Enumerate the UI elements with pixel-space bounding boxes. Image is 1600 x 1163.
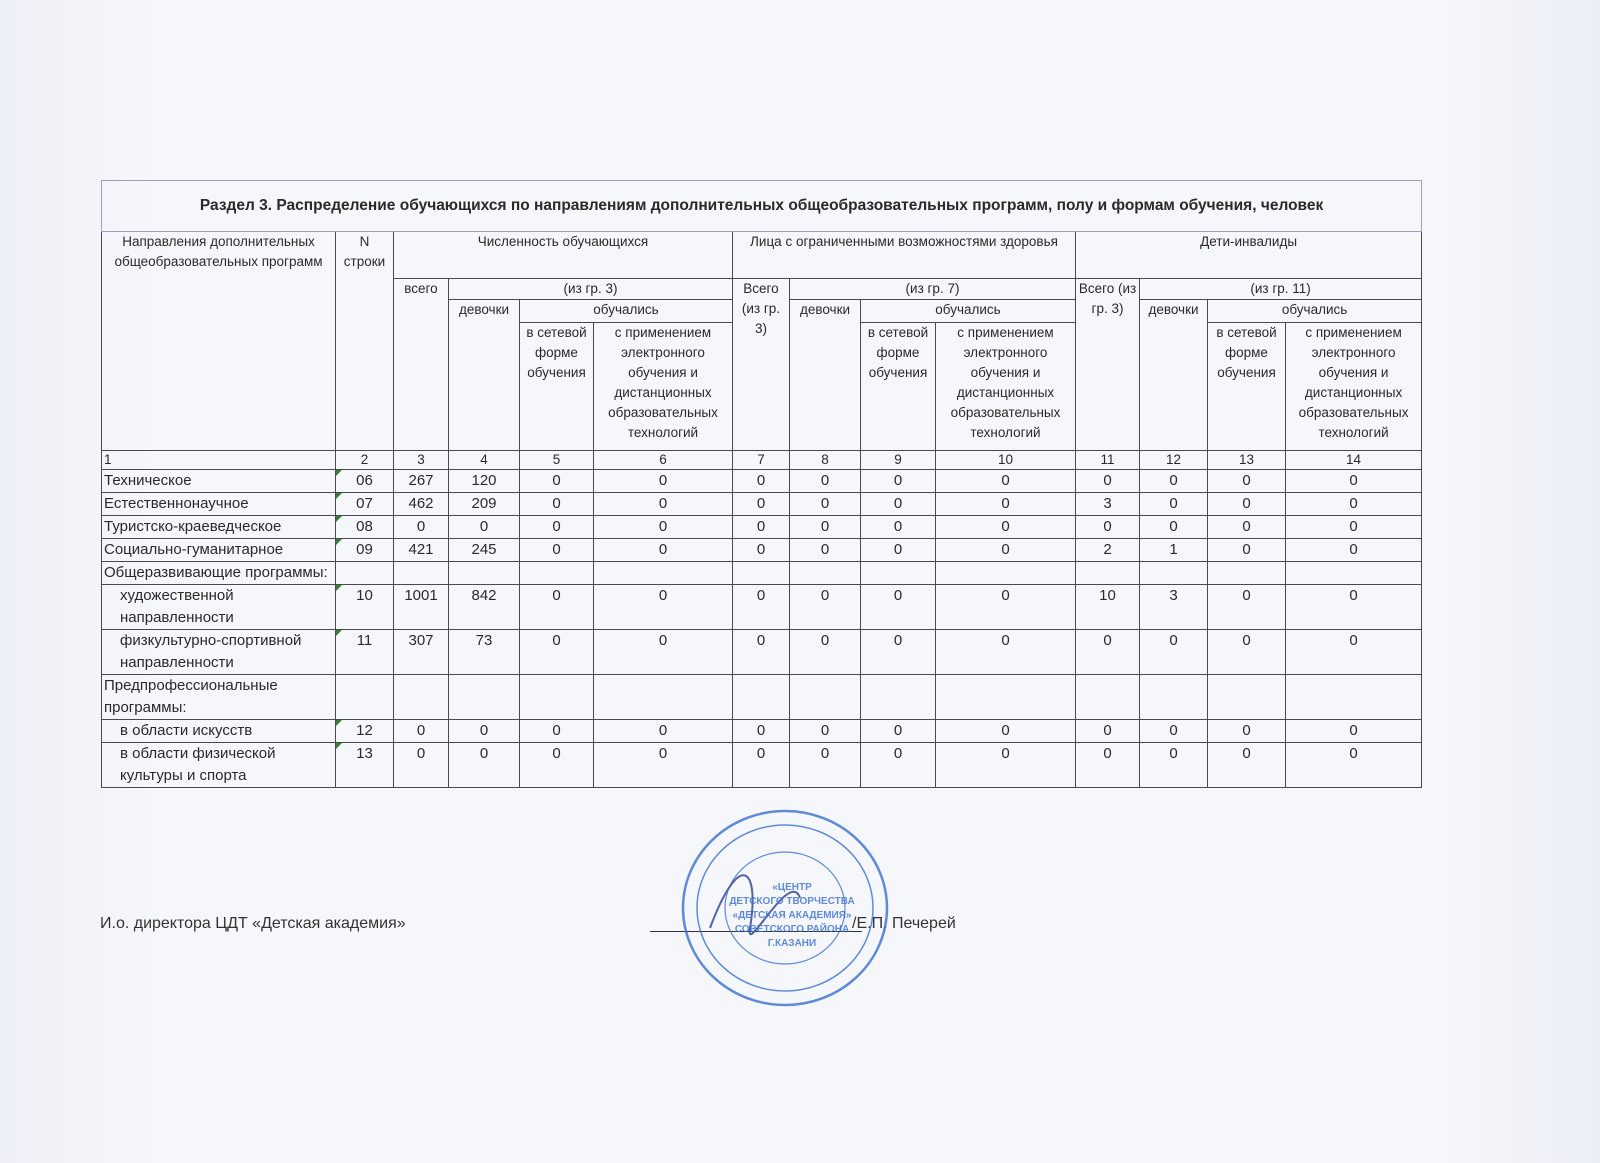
students-distribution-table [101,180,1422,788]
cell-value: 267 [394,470,449,493]
cell-value: 0 [936,585,1076,630]
column-number: 12 [1140,451,1208,470]
row-label: Туристско-краеведческое [102,516,336,539]
empty-cell [790,562,861,585]
cell-value: 0 [790,585,861,630]
cell-value: 0 [861,743,936,788]
row-code: 09 [336,539,394,562]
empty-cell [1140,562,1208,585]
cell-value: 0 [790,539,861,562]
cell-value: 0 [1140,630,1208,675]
row-code: 13 [336,743,394,788]
cell-value: 0 [936,539,1076,562]
cell-value: 842 [449,585,520,630]
header-of-col11: (из гр. 11) [1140,279,1422,300]
empty-cell [1208,562,1286,585]
header-network: в сетевой форме обучения [861,323,936,451]
empty-cell [1076,675,1140,720]
cell-value: 0 [1286,630,1422,675]
empty-cell [520,675,594,720]
cell-value: 0 [1076,720,1140,743]
cell-value: 0 [1208,516,1286,539]
cell-value: 3 [1076,493,1140,516]
cell-value: 0 [790,516,861,539]
cell-value: 307 [394,630,449,675]
cell-value: 0 [1208,630,1286,675]
cell-value: 0 [733,539,790,562]
cell-value: 0 [1286,470,1422,493]
cell-value: 2 [1076,539,1140,562]
header-girls: девочки [449,300,520,451]
column-numbers-row [102,451,1422,470]
cell-value: 0 [594,516,733,539]
cell-value: 0 [1286,585,1422,630]
cell-value: 0 [790,493,861,516]
header-network: в сетевой форме обучения [1208,323,1286,451]
table-row [102,585,1422,630]
row-label: Социально-гуманитарное [102,539,336,562]
row-label: Техническое [102,470,336,493]
column-number: 6 [594,451,733,470]
table-row [102,539,1422,562]
cell-value: 1 [1140,539,1208,562]
header-total-of3-a: Всего (из гр. 3) [733,279,790,451]
signature-name: /Е.П. Печерей [852,915,956,932]
cell-value: 0 [1208,539,1286,562]
header-distance: с применением электронного обучения и дистанционных образовательных технологий [936,323,1076,451]
empty-cell [733,675,790,720]
cell-value: 0 [594,470,733,493]
cell-value: 0 [1076,516,1140,539]
empty-cell [733,562,790,585]
empty-cell [594,562,733,585]
cell-value: 0 [1286,539,1422,562]
cell-value: 0 [790,470,861,493]
row-code: 07 [336,493,394,516]
column-number: 11 [1076,451,1140,470]
cell-value: 0 [1140,493,1208,516]
row-code: 10 [336,585,394,630]
empty-cell [936,562,1076,585]
header-directions: Направления дополнительных общеобразовательных программ [102,232,336,451]
cell-value: 0 [790,630,861,675]
table-row [102,470,1422,493]
cell-value: 0 [520,493,594,516]
cell-value: 0 [861,720,936,743]
cell-value: 209 [449,493,520,516]
cell-value: 0 [520,720,594,743]
cell-value: 0 [394,720,449,743]
empty-cell [861,562,936,585]
header-of-col7: (из гр. 7) [790,279,1076,300]
cell-value: 0 [594,539,733,562]
empty-cell [336,562,394,585]
header-girls: девочки [790,300,861,451]
cell-value: 0 [394,743,449,788]
cell-value: 0 [1140,516,1208,539]
cell-value: 0 [1286,743,1422,788]
header-total-of3-b: Всего (из гр. 3) [1076,279,1140,451]
column-number: 8 [790,451,861,470]
row-code: 12 [336,720,394,743]
cell-value: 120 [449,470,520,493]
column-number: 14 [1286,451,1422,470]
cell-value: 0 [449,743,520,788]
column-number: 4 [449,451,520,470]
cell-value: 0 [594,720,733,743]
cell-value: 0 [520,470,594,493]
cell-value: 0 [936,493,1076,516]
cell-value: 0 [594,630,733,675]
empty-cell [336,675,394,720]
column-number: 7 [733,451,790,470]
row-code: 06 [336,470,394,493]
empty-cell [1286,562,1422,585]
cell-value: 0 [520,743,594,788]
cell-value: 0 [449,516,520,539]
row-label: художественной направленности [102,585,336,630]
cell-value: 0 [1208,585,1286,630]
cell-value: 0 [733,720,790,743]
cell-value: 0 [594,743,733,788]
empty-cell [394,562,449,585]
table-title: Раздел 3. Распределение обучающихся по направлениям дополнительных общеобразовательных программ, полу и формам обучения, человек [102,181,1422,232]
cell-value: 0 [1208,720,1286,743]
svg-text:Г.КАЗАНИ: Г.КАЗАНИ [767,938,817,949]
header-distance: с применением электронного обучения и дистанционных образовательных технологий [594,323,733,451]
empty-cell [936,675,1076,720]
cell-value: 0 [733,585,790,630]
column-number: 3 [394,451,449,470]
table-row [102,516,1422,539]
section-row [102,675,1422,720]
cell-value: 1001 [394,585,449,630]
cell-value: 0 [936,743,1076,788]
cell-value: 0 [1286,493,1422,516]
cell-value: 0 [733,630,790,675]
cell-value: 0 [1076,743,1140,788]
cell-value: 0 [861,539,936,562]
header-distance: с применением электронного обучения и дистанционных образовательных технологий [1286,323,1422,451]
header-limited-health: Лица с ограниченными возможностями здоровья [733,232,1076,279]
cell-value: 0 [1208,743,1286,788]
cell-value: 0 [1076,630,1140,675]
cell-value: 0 [936,470,1076,493]
cell-value: 0 [1286,720,1422,743]
cell-value: 0 [733,493,790,516]
cell-value: 0 [594,585,733,630]
header-total: всего [394,279,449,451]
row-code: 08 [336,516,394,539]
cell-value: 0 [1208,493,1286,516]
cell-value: 0 [733,516,790,539]
svg-text:ДЕТСКОГО ТВОРЧЕСТВА: ДЕТСКОГО ТВОРЧЕСТВА [729,896,855,907]
cell-value: 0 [1140,743,1208,788]
empty-cell [520,562,594,585]
cell-value: 73 [449,630,520,675]
header-of-col3: (из гр. 3) [449,279,733,300]
cell-value: 0 [733,470,790,493]
cell-value: 0 [936,516,1076,539]
svg-text:СОВЕТСКОГО РАЙОНА: СОВЕТСКОГО РАЙОНА [734,924,850,935]
empty-cell [861,675,936,720]
cell-value: 0 [1286,516,1422,539]
empty-cell [1208,675,1286,720]
cell-value: 0 [520,516,594,539]
header-studied: обучались [1208,300,1422,323]
header-row-number: N строки [336,232,394,451]
header-disabled-children: Дети-инвалиды [1076,232,1422,279]
cell-value: 0 [861,630,936,675]
column-number: 13 [1208,451,1286,470]
cell-value: 0 [594,493,733,516]
column-number: 10 [936,451,1076,470]
empty-cell [594,675,733,720]
cell-value: 0 [733,743,790,788]
cell-value: 0 [1208,470,1286,493]
cell-value: 0 [449,720,520,743]
cell-value: 0 [861,470,936,493]
column-number: 5 [520,451,594,470]
row-label: Предпрофессиональные программы: [102,675,336,720]
cell-value: 421 [394,539,449,562]
row-label: Общеразвивающие программы: [102,562,336,585]
cell-value: 0 [861,493,936,516]
cell-value: 0 [520,585,594,630]
table-row [102,743,1422,788]
cell-value: 0 [861,516,936,539]
empty-cell [394,675,449,720]
row-code: 11 [336,630,394,675]
cell-value: 0 [936,630,1076,675]
empty-cell [449,675,520,720]
column-number: 2 [336,451,394,470]
official-stamp [680,808,890,1008]
table-row [102,493,1422,516]
cell-value: 0 [520,539,594,562]
header-studied: обучались [520,300,733,323]
cell-value: 0 [1076,470,1140,493]
cell-value: 0 [861,585,936,630]
row-label: в области искусств [102,720,336,743]
section-row [102,562,1422,585]
empty-cell [790,675,861,720]
column-number: 1 [102,451,336,470]
table-row [102,720,1422,743]
table-row [102,630,1422,675]
row-label: в области физической культуры и спорта [102,743,336,788]
empty-cell [1140,675,1208,720]
signature-position: И.о. директора ЦДТ «Детская академия» [100,915,406,932]
cell-value: 0 [520,630,594,675]
empty-cell [1286,675,1422,720]
cell-value: 0 [936,720,1076,743]
row-label: физкультурно-спортивной направленности [102,630,336,675]
cell-value: 0 [394,516,449,539]
svg-text:«ЦЕНТР: «ЦЕНТР [772,882,812,893]
header-studied: обучались [861,300,1076,323]
cell-value: 462 [394,493,449,516]
cell-value: 0 [790,743,861,788]
row-label: Естественнонаучное [102,493,336,516]
header-girls: девочки [1140,300,1208,451]
cell-value: 0 [1140,470,1208,493]
header-network: в сетевой форме обучения [520,323,594,451]
svg-text:«ДЕТСКАЯ АКАДЕМИЯ»: «ДЕТСКАЯ АКАДЕМИЯ» [732,910,852,921]
cell-value: 0 [1140,720,1208,743]
empty-cell [449,562,520,585]
cell-value: 0 [790,720,861,743]
cell-value: 10 [1076,585,1140,630]
cell-value: 3 [1140,585,1208,630]
cell-value: 245 [449,539,520,562]
header-students-count: Численность обучающихся [394,232,733,279]
empty-cell [1076,562,1140,585]
column-number: 9 [861,451,936,470]
